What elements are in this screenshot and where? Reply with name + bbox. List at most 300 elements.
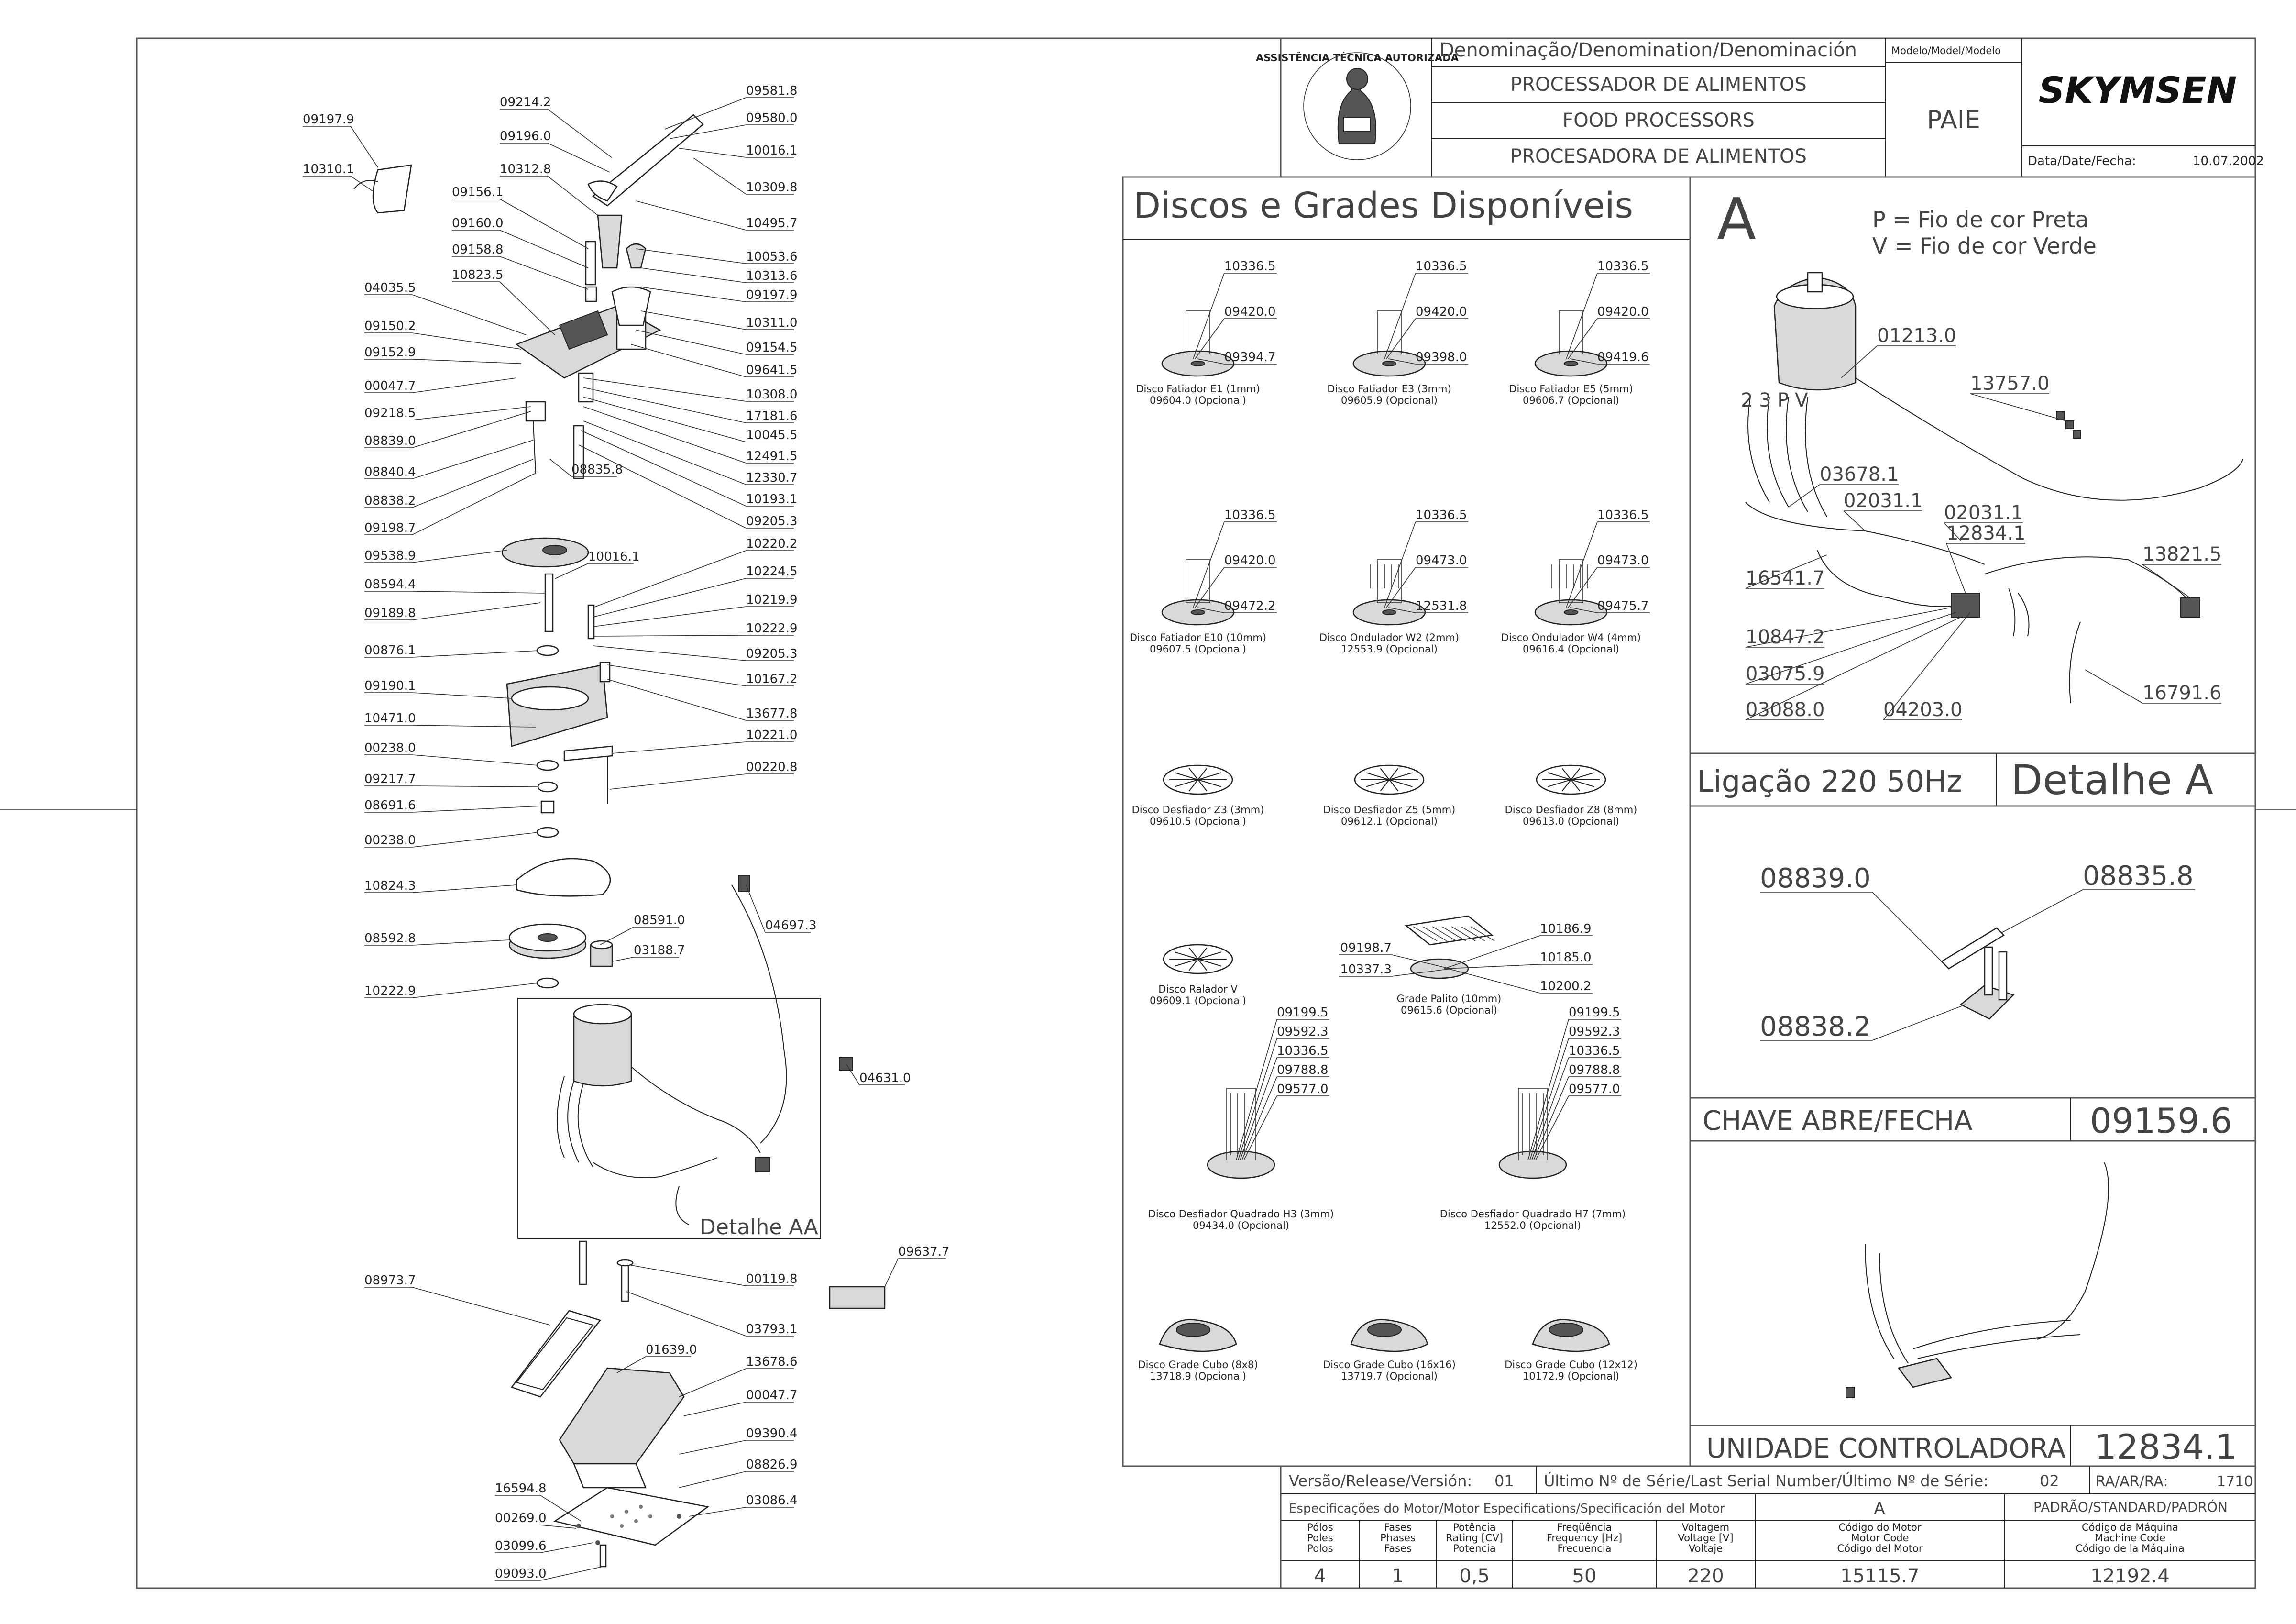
exploded-part-label: 00220.8 — [746, 760, 798, 774]
leader-line — [412, 603, 540, 620]
detail-a-panel — [1690, 806, 2255, 1467]
seal-text: ASSISTÊNCIA TÉCNICA AUTORIZADA — [1256, 52, 1459, 64]
leader-line — [550, 459, 571, 476]
leader-line — [1244, 1096, 1277, 1160]
leader-line — [500, 230, 588, 268]
authorized-service-seal — [1256, 52, 1459, 160]
leader-line — [1566, 522, 1597, 608]
exploded-part-label: 09197.9 — [303, 112, 354, 127]
spec-value: 50 — [1572, 1565, 1597, 1587]
disc-code: 09615.6 (Opcional) — [1400, 1005, 1498, 1016]
disc-name: Disco Ondulador W2 (2mm) — [1319, 632, 1460, 643]
disc-part-label: 09420.0 — [1597, 305, 1649, 319]
disc-part-label: 09472.2 — [1224, 599, 1276, 613]
leader-line — [636, 201, 746, 230]
leader-line — [412, 378, 516, 393]
disc-code: 09610.5 (Opcional) — [1149, 816, 1247, 827]
exploded-part-label: 01639.0 — [646, 1343, 697, 1357]
leader-line — [1193, 522, 1224, 608]
switch-label: CHAVE ABRE/FECHA — [1703, 1105, 1973, 1137]
disc-item — [1136, 259, 1277, 406]
leader-line — [610, 774, 746, 789]
disc-name: Disco Grade Cubo (16x16) — [1323, 1359, 1456, 1370]
leader-line — [1448, 969, 1540, 993]
disc-part-label: 12531.8 — [1416, 599, 1467, 613]
exploded-part-label: 10167.2 — [746, 672, 798, 686]
disc-part-label: 09473.0 — [1597, 553, 1649, 568]
spec-header: Fases — [1384, 1522, 1412, 1533]
exploded-part-label: 09189.8 — [364, 606, 416, 620]
detail-a-part-label: 08839.0 — [1760, 863, 1871, 894]
product-name-pt: PROCESSADOR DE ALIMENTOS — [1510, 74, 1807, 96]
leader-line — [593, 635, 746, 636]
serial-value: 02 — [2040, 1472, 2059, 1490]
exploded-part-label: 04697.3 — [765, 918, 817, 933]
leader-line — [412, 333, 521, 349]
motor-spec-label: Especificações do Motor/Motor Especifications/Specificación del Motor — [1289, 1502, 1725, 1516]
leader-line — [1530, 1038, 1569, 1160]
leader-line — [500, 199, 588, 249]
exploded-part-label: 09152.9 — [364, 345, 416, 360]
disc-item — [1148, 1005, 1334, 1231]
exploded-part-label: 10824.3 — [364, 879, 416, 893]
product-name-es: PROCESADORA DE ALIMENTOS — [1510, 145, 1807, 167]
leader-line — [641, 311, 746, 330]
leader-line — [412, 359, 521, 364]
exploded-part-label: 10310.1 — [303, 162, 354, 177]
leader-line — [2001, 890, 2083, 933]
wiring-detail-a — [1690, 177, 2255, 806]
legend-black: P = Fio de cor Preta — [1872, 207, 2089, 232]
leader-line — [351, 176, 373, 191]
leader-line — [1746, 612, 1956, 684]
exploded-part-label: 09205.3 — [746, 514, 798, 529]
disc-name: Disco Desfiador Z5 (5mm) — [1323, 804, 1456, 816]
leader-line — [351, 126, 378, 167]
disc-part-label: 09419.6 — [1597, 350, 1649, 365]
exploded-part-label: 10045.5 — [746, 428, 798, 442]
leader-line — [593, 607, 746, 627]
spec-header: Código de la Máquina — [2076, 1543, 2185, 1554]
spec-value: 12192.4 — [2090, 1565, 2170, 1587]
wiring-part-label: 10847.2 — [1746, 626, 1825, 648]
disc-code: 09607.5 (Opcional) — [1149, 643, 1247, 655]
exploded-part-label: 09190.1 — [364, 679, 416, 693]
disc-part-label: 09788.8 — [1569, 1063, 1620, 1077]
disc-part-label: 09592.3 — [1277, 1025, 1329, 1039]
exploded-part-label: 08591.0 — [634, 913, 685, 928]
exploded-part-label: 08592.8 — [364, 931, 416, 946]
leader-line — [412, 693, 512, 698]
version-value: 01 — [1494, 1472, 1514, 1490]
exploded-part-label: 09217.7 — [364, 772, 416, 786]
disc-item — [1323, 1320, 1456, 1382]
exploded-part-label: 08839.0 — [364, 434, 416, 448]
disc-code: 09604.0 (Opcional) — [1149, 395, 1247, 406]
exploded-part-label: 10053.6 — [746, 250, 798, 264]
wiring-part-label: 13821.5 — [2142, 543, 2222, 565]
leader-line — [412, 1287, 550, 1325]
leader-line — [1193, 273, 1224, 359]
exploded-part-label: 09637.7 — [898, 1245, 950, 1259]
exploded-part-label: 10313.6 — [746, 269, 798, 283]
exploded-part-label: 03099.6 — [495, 1539, 547, 1553]
exploded-part-label: 10193.1 — [746, 492, 798, 507]
leader-line — [626, 1292, 746, 1336]
disc-part-label: 10336.5 — [1416, 259, 1467, 274]
disc-part-label: 10336.5 — [1597, 508, 1649, 522]
leader-line — [593, 646, 746, 661]
wiring-part-label: 13757.0 — [1970, 373, 2050, 395]
exploded-view — [303, 84, 950, 1581]
disc-name: Disco Desfiador Quadrado H7 (7mm) — [1439, 1208, 1626, 1220]
leader-line — [1844, 511, 1865, 531]
leader-line — [579, 445, 746, 528]
spec-header: Potência — [1453, 1522, 1496, 1533]
exploded-part-label: 09196.0 — [500, 129, 551, 144]
discs-panel — [1123, 177, 1690, 1466]
spec-header: Voltaje — [1688, 1543, 1723, 1554]
bottom-plate — [555, 1488, 708, 1545]
leader-line — [500, 256, 588, 289]
disc-part-label: 10336.5 — [1569, 1044, 1620, 1058]
exploded-part-label: 00047.7 — [746, 1388, 798, 1403]
disc-name: Disco Grade Cubo (12x12) — [1505, 1359, 1637, 1370]
leader-line — [684, 1402, 746, 1416]
disc-code: 09612.1 (Opcional) — [1340, 816, 1438, 827]
model-name: PAIE — [1927, 106, 1980, 134]
disc-part-label: 09473.0 — [1416, 553, 1467, 568]
disc-item — [1440, 1005, 1626, 1231]
disc-item — [1505, 1320, 1637, 1382]
disc-part-label: 10336.5 — [1224, 259, 1276, 274]
leader-line — [679, 1369, 746, 1397]
detail-a-bracket — [1942, 928, 2004, 969]
leader-line — [548, 109, 612, 158]
exploded-part-label: 10016.1 — [746, 144, 798, 158]
leader-line — [641, 287, 746, 302]
leader-line — [1872, 892, 1942, 961]
disc-part-label: 09577.0 — [1569, 1082, 1620, 1096]
disc-part-label: 09420.0 — [1224, 305, 1276, 319]
exploded-part-label: 00238.0 — [364, 833, 416, 848]
denomination-label: Denominação/Denomination/Denominación — [1439, 39, 1857, 61]
leader-line — [1872, 1005, 1966, 1040]
spec-letter: A — [1874, 1499, 1885, 1518]
spec-header: Machine Code — [2094, 1532, 2166, 1544]
leader-line — [412, 806, 541, 812]
leader-line — [1566, 273, 1597, 359]
exploded-part-label: 09580.0 — [746, 111, 798, 125]
spec-header: Rating [CV] — [1446, 1532, 1503, 1544]
exploded-part-label: 00269.0 — [495, 1511, 547, 1525]
leader-line — [746, 885, 765, 932]
exploded-part-label: 10308.0 — [746, 387, 798, 402]
leader-line — [412, 786, 538, 787]
leader-line — [412, 407, 531, 420]
leader-line — [412, 885, 516, 893]
disc-code: 09609.1 (Opcional) — [1149, 995, 1247, 1006]
leader-line — [1236, 1019, 1277, 1160]
feed-chute — [373, 165, 411, 213]
leader-line — [412, 940, 509, 945]
label-plate — [830, 1287, 885, 1308]
exploded-part-label: 10222.9 — [746, 621, 798, 636]
disc-name: Disco Fatiador E1 (1mm) — [1136, 383, 1260, 395]
disc-part-label: 09788.8 — [1277, 1063, 1329, 1077]
exploded-part-label: 09197.9 — [746, 288, 798, 302]
controller-label: UNIDADE CONTROLADORA — [1706, 1433, 2066, 1464]
leader-line — [1240, 1058, 1277, 1160]
disc-code: 09616.4 (Opcional) — [1522, 643, 1620, 655]
controller-code: 12834.1 — [2095, 1427, 2237, 1467]
wiring-part-label: 12834.1 — [1946, 522, 2026, 544]
exploded-part-label: 09218.5 — [364, 406, 416, 420]
exploded-part-label: 12491.5 — [746, 449, 798, 464]
leader-line — [500, 282, 555, 335]
exploded-part-label: 13678.6 — [746, 1355, 798, 1369]
exploded-part-label: 10222.9 — [364, 984, 416, 998]
disc-part-label: 10336.5 — [1277, 1044, 1329, 1058]
spec-header: Poles — [1307, 1532, 1333, 1544]
disc-part-label: 10186.9 — [1540, 922, 1592, 936]
exploded-part-label: 10220.2 — [746, 537, 798, 551]
disc-part-label: 09394.7 — [1224, 350, 1276, 365]
disc-item — [1327, 259, 1468, 406]
date-value: 10.07.2002 — [2193, 154, 2264, 168]
switch-code: 09159.6 — [2090, 1101, 2232, 1141]
serial-label: Último Nº de Série/Last Serial Number/Último Nº de Série: — [1544, 1472, 1988, 1490]
footer-table — [1281, 1466, 2255, 1588]
exploded-part-label: 10221.0 — [746, 728, 798, 742]
leader-line — [412, 591, 545, 593]
disc-part-label: 10336.5 — [1597, 259, 1649, 274]
exploded-part-label: 12330.7 — [746, 471, 798, 485]
leader-line — [412, 983, 538, 998]
leader-line — [1384, 522, 1416, 608]
spec-header: Frecuencia — [1557, 1543, 1612, 1554]
leader-line — [1532, 1058, 1569, 1160]
disc-name: Disco Grade Cubo (8x8) — [1138, 1359, 1258, 1370]
spec-header: Frequency [Hz] — [1546, 1532, 1623, 1544]
disc-name: Disco Fatiador E5 (5mm) — [1509, 383, 1633, 395]
disc-part-label: 09420.0 — [1224, 553, 1276, 568]
wiring-part-label: 03075.9 — [1746, 663, 1825, 685]
wiring-letter: A — [1717, 187, 1757, 253]
exploded-part-label: 09390.4 — [746, 1426, 798, 1441]
exploded-part-label: 09198.7 — [364, 521, 416, 535]
date-label: Data/Date/Fecha: — [2028, 154, 2136, 168]
leader-line — [1384, 273, 1416, 359]
standard-label: PADRÃO/STANDARD/PADRÓN — [2033, 1499, 2228, 1515]
ra-value: 1710 — [2217, 1473, 2253, 1490]
leader-line — [583, 387, 746, 423]
disc-name: Disco Ralador V — [1158, 983, 1238, 995]
disc-part-label: 10336.5 — [1416, 508, 1467, 522]
disc-item — [1319, 508, 1468, 655]
disc-item — [1138, 1320, 1258, 1382]
disc-item — [1323, 765, 1456, 827]
exploded-part-label: 00238.0 — [364, 741, 416, 755]
spec-header: Código da Máquina — [2081, 1522, 2179, 1533]
header-block — [1256, 38, 2264, 177]
leader-line — [607, 665, 746, 686]
spec-header: Fases — [1384, 1543, 1412, 1554]
disc-part-label: 09592.3 — [1569, 1025, 1620, 1039]
exploded-part-label: 16594.8 — [495, 1481, 547, 1496]
exploded-part-label: 10312.8 — [500, 162, 551, 177]
exploded-part-label: 08840.4 — [364, 465, 416, 479]
exploded-part-label: 17181.6 — [746, 409, 798, 423]
disc-part-label: 10336.5 — [1224, 508, 1276, 522]
leader-line — [679, 148, 746, 157]
leader-line — [412, 832, 538, 847]
exploded-part-label: 04631.0 — [859, 1071, 911, 1085]
wiring-part-label: 02031.1 — [1844, 490, 1923, 512]
disc-name: Grade Palito (10mm) — [1396, 993, 1502, 1005]
leader-line — [583, 378, 746, 401]
disc-part-label: 10337.3 — [1340, 962, 1392, 977]
disc-code: 09605.9 (Opcional) — [1340, 395, 1438, 406]
disc-part-label: 10185.0 — [1540, 950, 1592, 965]
controller-unit — [1899, 1359, 1951, 1387]
leader-line — [540, 1567, 603, 1580]
leader-line — [693, 158, 746, 194]
spec-header: Voltagem — [1681, 1522, 1730, 1533]
exploded-part-label: 10495.7 — [746, 216, 798, 231]
exploded-part-label: 10471.0 — [364, 711, 416, 726]
wiring-part-label: 16541.7 — [1746, 567, 1825, 589]
leader-line — [1238, 1038, 1277, 1160]
exploded-part-label: 09158.8 — [452, 243, 504, 257]
leader-line — [1789, 485, 1820, 507]
leader-line — [665, 98, 746, 129]
exploded-part-label: 10309.8 — [746, 180, 798, 195]
disc-part-label: 09199.5 — [1569, 1005, 1620, 1020]
disc-part-label: 09398.0 — [1416, 350, 1467, 365]
exploded-part-label: 03086.4 — [746, 1493, 798, 1508]
wiring-part-label: 16791.6 — [2142, 682, 2222, 704]
leader-line — [612, 957, 634, 961]
spec-header: Pólos — [1307, 1522, 1333, 1533]
leader-line — [583, 397, 746, 442]
ra-label: RA/AR/RA: — [2096, 1473, 2168, 1490]
disc-name: Disco Desfiador Quadrado H3 (3mm) — [1148, 1208, 1334, 1220]
leader-line — [412, 651, 538, 657]
leader-line — [600, 927, 634, 945]
disc-name: Disco Ondulador W4 (4mm) — [1501, 632, 1641, 643]
leader-line — [679, 1471, 746, 1488]
spec-header: Polos — [1307, 1543, 1333, 1554]
exploded-part-label: 09538.9 — [364, 549, 416, 563]
leader-line — [2142, 564, 2190, 598]
detail-aa-frame — [518, 998, 821, 1238]
leader-line — [548, 176, 598, 215]
leader-line — [1242, 1077, 1277, 1160]
disc-item — [1150, 945, 1246, 1006]
exploded-part-label: 09150.2 — [364, 319, 416, 333]
exploded-part-label: 09581.8 — [746, 84, 798, 98]
exploded-part-label: 10823.5 — [452, 268, 504, 282]
exploded-part-label: 09156.1 — [452, 185, 504, 199]
leader-line — [1970, 394, 2066, 421]
exploded-part-label: 08835.8 — [571, 463, 623, 477]
disc-item — [1501, 508, 1650, 655]
wire-marking: 2 3 P V — [1741, 389, 1808, 411]
wiring-part-label: 02031.1 — [1944, 502, 2023, 524]
exploded-part-label: 09641.5 — [746, 363, 798, 377]
spec-value: 1 — [1392, 1565, 1404, 1587]
exploded-part-label: 13677.8 — [746, 707, 798, 721]
leader-line — [412, 295, 526, 335]
spec-value: 220 — [1687, 1565, 1724, 1587]
leader-line — [607, 679, 746, 720]
disc-code: 09613.0 (Opcional) — [1522, 816, 1620, 827]
disc-item — [1509, 259, 1650, 406]
disc-item — [1505, 765, 1637, 827]
exploded-part-label: 09214.2 — [500, 95, 551, 110]
version-label: Versão/Release/Versión: — [1289, 1472, 1472, 1490]
discs-panel-title: Discos e Grades Disponíveis — [1133, 185, 1634, 226]
exploded-part-label: 00047.7 — [364, 379, 416, 393]
spec-value: 4 — [1314, 1565, 1327, 1587]
disc-code: 13719.7 (Opcional) — [1340, 1370, 1438, 1382]
disc-name: Disco Desfiador Z3 (3mm) — [1132, 804, 1264, 816]
leader-line — [641, 268, 746, 283]
exploded-part-label: 08594.4 — [364, 577, 416, 592]
spec-header: Voltage [V] — [1678, 1532, 1734, 1544]
leader-line — [412, 550, 507, 563]
detail-a-label: Detalhe A — [2011, 756, 2214, 804]
spec-header: Código do Motor — [1838, 1522, 1922, 1533]
leader-line — [412, 440, 533, 479]
detail-aa-label: Detalhe AA — [700, 1215, 818, 1239]
leader-line — [1946, 543, 1966, 593]
spec-value: 0,5 — [1459, 1565, 1490, 1587]
product-name-en: FOOD PROCESSORS — [1562, 110, 1755, 132]
disc-item — [1339, 916, 1593, 1016]
leader-line — [631, 344, 746, 377]
leader-line — [2085, 670, 2142, 703]
exploded-part-label: 10224.5 — [746, 564, 798, 579]
base-housing — [560, 1368, 684, 1464]
leader-line — [412, 755, 538, 765]
connection-label: Ligação 220 50Hz — [1697, 764, 1962, 799]
leader-line — [1528, 1019, 1569, 1160]
exploded-part-label: 09093.0 — [495, 1567, 547, 1581]
exploded-part-label: 04035.5 — [364, 281, 416, 295]
disc-code: 12553.9 (Opcional) — [1340, 643, 1438, 655]
exploded-part-label: 00119.8 — [746, 1272, 798, 1286]
disc-part-label: 09475.7 — [1597, 599, 1649, 613]
disc-code: 10172.9 (Opcional) — [1522, 1370, 1620, 1382]
spec-header: Motor Code — [1851, 1532, 1909, 1544]
disc-code: 13718.9 (Opcional) — [1149, 1370, 1247, 1382]
legend-green: V = Fio de cor Verde — [1872, 233, 2097, 259]
model-label: Modelo/Model/Modelo — [1891, 45, 2001, 56]
spec-value: 15115.7 — [1840, 1565, 1920, 1587]
leader-line — [885, 1259, 898, 1287]
disc-part-label: 10200.2 — [1540, 979, 1592, 994]
spec-header: Código del Motor — [1837, 1543, 1923, 1554]
wiring-part-label: 01213.0 — [1877, 325, 1956, 347]
leader-line — [540, 1543, 593, 1553]
exploded-part-label: 10219.9 — [746, 593, 798, 607]
exploded-part-label: 10311.0 — [746, 316, 798, 330]
disc-item — [1132, 765, 1264, 827]
motor-aa — [574, 1014, 631, 1086]
exploded-part-label: 08691.6 — [364, 798, 416, 813]
